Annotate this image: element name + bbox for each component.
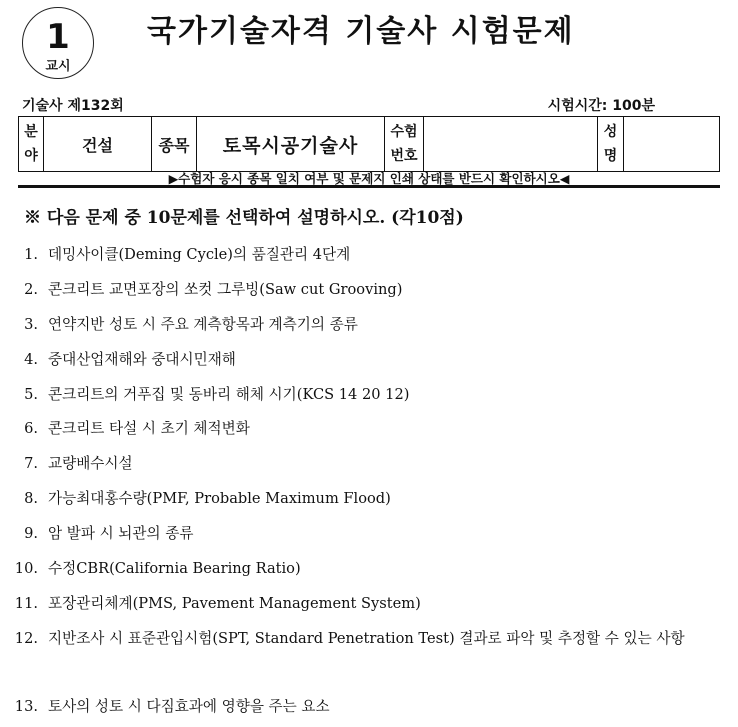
question-item — [0, 622, 738, 690]
question-number: 10. — [14, 560, 38, 578]
question-number: 4. — [24, 350, 38, 368]
question-text: 교량배수시설 — [48, 455, 133, 473]
question-item — [0, 273, 738, 308]
question-number: 8. — [24, 490, 38, 508]
question-text: 콘크리트 타설 시 초기 체적변화 — [48, 420, 250, 438]
question-item — [0, 378, 738, 413]
question-text: 암 발파 시 뇌관의 종류 — [48, 525, 194, 543]
question-number: 6. — [24, 420, 38, 438]
question-number: 5. — [24, 385, 38, 403]
question-item — [0, 482, 738, 517]
question-text: 콘크리트 교면포장의 쏘컷 그루빙(Saw cut Grooving) — [48, 280, 403, 298]
field-label: 분야 — [19, 117, 44, 172]
field-value: 건설 — [44, 117, 152, 172]
question-text: 데밍사이클(Deming Cycle)의 품질관리 4단계 — [48, 246, 351, 263]
question-item — [0, 412, 738, 447]
question-item — [0, 238, 738, 273]
session-label: 교시 — [45, 59, 71, 74]
question-number: 9. — [24, 525, 38, 543]
question-text: 토사의 성토 시 다짐효과에 영향을 주는 요소 — [48, 697, 330, 715]
exam-number-field[interactable] — [424, 117, 598, 172]
question-text: 콘크리트의 거푸집 및 동바리 해체 시기(KCS 14 20 12) — [48, 385, 410, 403]
question-text: 지반조사 시 표준관입시험(SPT, Standard Penetration Test) 결과로 파악 및 추정할 수 있는 사항 — [48, 629, 685, 647]
question-item — [0, 447, 738, 482]
name-field[interactable] — [624, 117, 720, 172]
question-number: 7. — [24, 455, 38, 473]
question-number: 11. — [14, 594, 38, 612]
question-item — [0, 343, 738, 378]
question-text: 연약지반 성토 시 주요 계측항목과 계측기의 종류 — [48, 315, 358, 333]
session-number: 1 — [46, 17, 70, 57]
question-text: 포장관리체계(PMS, Pavement Management System) — [48, 594, 421, 612]
category-value: 토목시공기술사 — [197, 117, 385, 172]
exam-time: 시험시간: 100분 — [547, 98, 655, 114]
exam-info-table — [18, 116, 720, 172]
question-list — [0, 238, 738, 725]
check-notice: ▶수험자 응시 종목 일치 여부 및 문제지 인쇄 상태를 반드시 확인하시오◀ — [18, 171, 720, 188]
question-item — [0, 552, 738, 587]
question-number: 13. — [14, 697, 38, 715]
exam-round: 기술사 제132회 — [22, 98, 124, 114]
question-item — [0, 690, 738, 725]
question-number: 2. — [24, 280, 38, 298]
exam-number-label: 수험번호 — [385, 117, 424, 172]
question-number: 3. — [24, 315, 38, 333]
page-title: 국가기술자격 기술사 시험문제 — [147, 14, 575, 49]
instruction: ※ 다음 문제 중 10문제를 선택하여 설명하시오. (각10점) — [24, 208, 464, 228]
category-label: 종목 — [152, 117, 197, 172]
question-number: 1. — [24, 246, 38, 263]
question-item — [0, 587, 738, 622]
question-text: 수정CBR(California Bearing Ratio) — [48, 560, 301, 578]
question-item — [0, 517, 738, 552]
question-item — [0, 308, 738, 343]
question-text: 중대산업재해와 중대시민재해 — [48, 350, 236, 368]
question-number: 12. — [14, 629, 38, 647]
session-badge — [22, 7, 94, 79]
name-label: 성명 — [598, 117, 624, 172]
question-text: 가능최대홍수량(PMF, Probable Maximum Flood) — [48, 490, 391, 508]
